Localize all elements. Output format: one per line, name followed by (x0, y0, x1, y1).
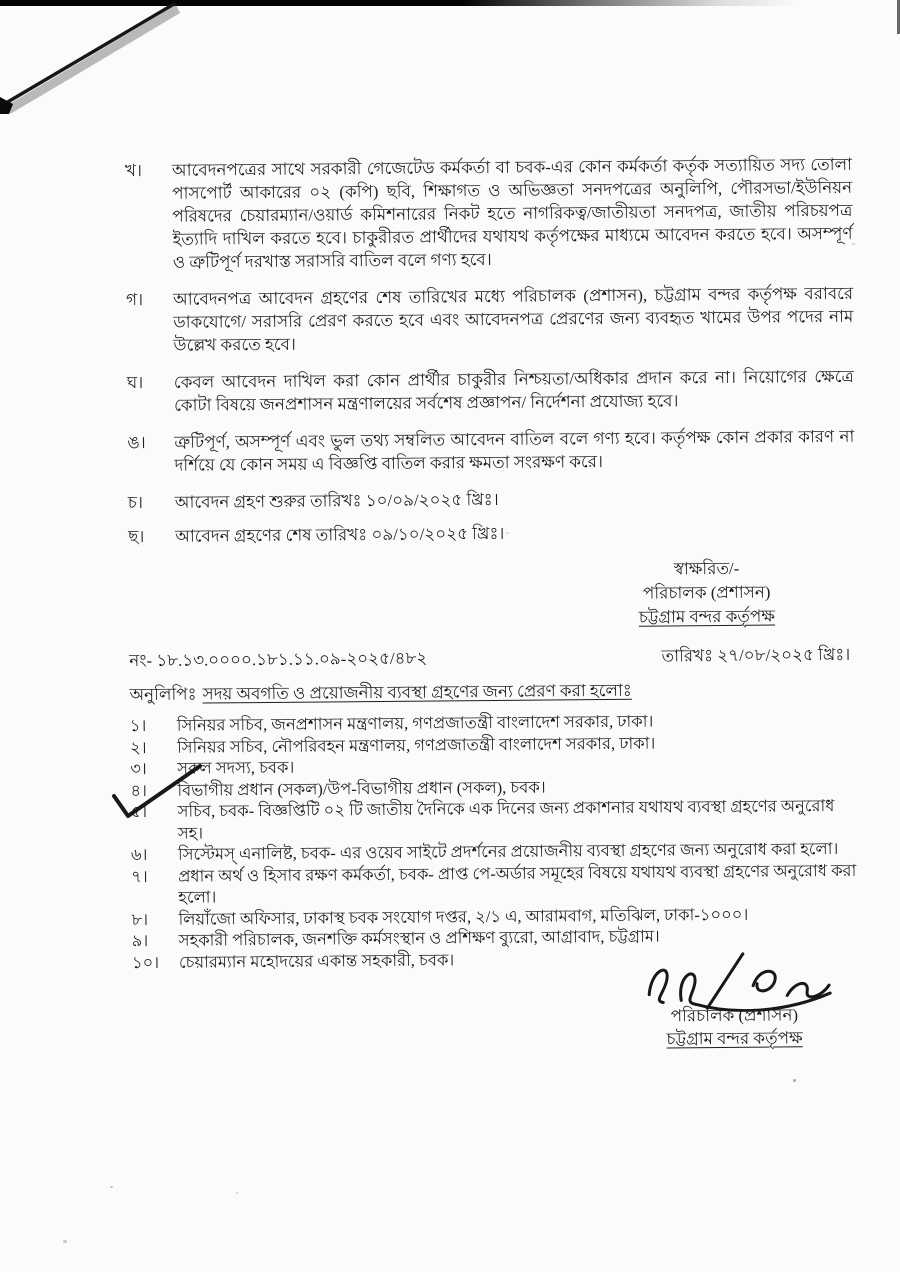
clause-kha (125, 153, 853, 274)
signature-block-top (601, 556, 812, 630)
list-item (131, 859, 858, 908)
signatory-organization: চট্টগ্রাম বন্দর কর্তৃপক্ষ (638, 606, 776, 627)
copy-heading-prefix: অনুলিপিঃ (129, 684, 197, 705)
list-item-text: সচিব, চবক- বিজ্ঞপ্তিটি ০২ টি জাতীয় দৈনিকে এক দিনের জন্য প্রকাশনার যথাযথ ব্যবস্থা গ্রহণের অনুরোধ সহ। (177, 796, 835, 843)
clause-cha-start-date (128, 485, 855, 514)
list-item-text: সকল সদস্য, চবক। (177, 757, 295, 778)
signatory-designation: পরিচালক (প্রশাসন) (670, 1005, 799, 1026)
clause-chha-end-date (128, 519, 855, 548)
clause-label: চ। (127, 493, 144, 513)
list-item-number: ৩। (130, 759, 147, 779)
copy-distribution-heading (129, 677, 856, 706)
clause-label: ঙ। (127, 433, 146, 453)
list-item-text: প্রধান অর্থ ও হিসাব রক্ষণ কর্মকর্তা, চবক- প্রাপ্ত পে-অর্ডার সমূহের বিষয়ে যথাযথ ব্যবস্থা গ্রহণের অনুরোধ করা হলো। (178, 860, 857, 907)
list-item-number: ৭। (131, 866, 148, 886)
memo-number: নং- ১৮.১৩.০০০০.১৮১.১১.০৯-২০২৫/৪৮২ (129, 648, 428, 671)
clause-ga (126, 282, 854, 357)
list-item-number: ৫। (130, 802, 148, 822)
clause-uma (127, 425, 854, 477)
copy-heading-text: সদয় অবগতি ও প্রয়োজনীয় ব্যবস্থা গ্রহণের জন্য প্রেরণ করা হলোঃ (202, 680, 632, 704)
signed-label: স্বাক্ষরিত/- (673, 558, 740, 579)
signatory-designation: পরিচালক (প্রশাসন) (642, 582, 771, 603)
reference-row (129, 643, 856, 672)
list-item-text: চেয়ারম্যান মহোদয়ের একান্ত সহকারী, চবক। (178, 949, 455, 972)
list-item-text: লিয়াঁজো অফিসার, ঢাকাস্থ চবক সংযোগ দপ্তর, ২/১ এ, আরামবাগ, মতিঝিল, ঢাকা-১০০০। (178, 904, 749, 929)
list-item-number: ১। (129, 716, 147, 736)
application-end-date: আবেদন গ্রহণের শেষ তারিখঃ ০৯/১০/২০২৫ খ্রিঃ। (175, 523, 505, 546)
list-item-text: সিস্টেমস্ এনালিষ্ট, চবক- এর ওয়েব সাইটে প্রদর্শনের প্রয়োজনীয় ব্যবস্থা গ্রহণের জন্য অনুরোধ করা হলো। (177, 838, 839, 864)
list-item-text: সিনিয়র সচিব, নৌপরিবহন মন্ত্রণালয়, গণপ্রজাতন্ত্রী বাংলাদেশ সরকার, ঢাকা। (176, 733, 656, 757)
clause-text: আবেদনপত্রের সাথে সরকারী গেজেটেড কর্মকর্তা বা চবক-এর কোন কর্মকর্তা কর্তৃক সত্যায়িত সদ্য তোলা পাসপোর্ট আকারের ০২ (কপি) ছবি, শিক্ষাগত ও অভিজ্ঞতা সনদপত্রের অনুলিপি, পৌরসভা/ইউনিয়ন পরিষদের চেয়ারম্যান/ওয়ার্ড কমিশনারের নিকট হতে নাগরিকত্ব/জাতীয়তা সনদপত্র, জাতীয় পরিচয়পত্র ইত্যাদি দাখিল করতে হবে। চাকুরীরত প্রার্থীদের যথাযথ কর্তৃপক্ষের মাধ্যমে আবেদন করতে হবে। অসম্পূর্ণ ও ত্রুটিপূর্ণ দরখাস্ত সরাসরি বাতিল বলে গণ্য হবে। (171, 154, 853, 272)
application-start-date: আবেদন গ্রহণ শুরুর তারিখঃ ১০/০৯/২০২৫ খ্রিঃ। (174, 489, 499, 512)
list-item-number: ১০। (131, 952, 160, 972)
dust-speck (63, 1240, 67, 1243)
list-item (130, 795, 857, 844)
clause-gha (127, 365, 854, 417)
clause-text: ত্রুটিপূর্ণ, অসম্পূর্ণ এবং ভুল তথ্য সম্বলিত আবেদন বাতিল বলে গণ্য হবে। কর্তৃপক্ষ কোন প্রকার কারণ না দর্শিয়ে যে কোন সময় এ বিজ্ঞপ্তি বাতিল করার ক্ষমতা সংরক্ষণ করে। (174, 426, 855, 475)
distribution-list (130, 709, 859, 973)
scan-fold-line-artifact (0, 0, 220, 140)
clause-text: কেবল আবেদন দাখিল করা কোন প্রার্থীর চাকুরীর নিশ্চয়তা/অধিকার প্রদান করে না। নিয়োগের ক্ষেত্রে কোটা বিষয়ে জনপ্রশাসন মন্ত্রণালয়ের সর্বশেষ প্রজ্ঞাপন/ নির্দেশনা প্রযোজ্য হবে। (173, 366, 854, 415)
clause-label: গ। (126, 290, 144, 310)
list-item-number: ৮। (131, 909, 149, 929)
dust-speck (236, 1192, 238, 1194)
list-item-text: সিনিয়র সচিব, জনপ্রশাসন মন্ত্রণালয়, গণপ্রজাতন্ত্রী বাংলাদেশ সরকার, ঢাকা। (176, 711, 654, 735)
clause-label: ঘ। (126, 373, 144, 393)
clause-label: খ। (124, 161, 143, 181)
memo-date: তারিখঃ ২৭/০৮/২০২৫ খ্রিঃ। (661, 644, 851, 666)
list-item-text: বিভাগীয় প্রধান (সকল)/উপ-বিভাগীয় প্রধান (সকল), চবক। (177, 777, 546, 800)
list-item-number: ৪। (130, 780, 147, 800)
list-item-number: ৬। (130, 845, 148, 865)
document-content (125, 153, 860, 1055)
clause-text: আবেদনপত্র আবেদন গ্রহণের শেষ তারিখের মধ্যে পরিচালক (প্রশাসন), চট্টগ্রাম বন্দর কর্তৃপক্ষ বরাবরে ডাকযোগে/ সরাসরি প্রেরণ করতে হবে এবং আবেদনপত্র প্রেরণের জন্য ব্যবহৃত খামের উপর পদের নাম উল্লেখ করতে হবে। (173, 283, 854, 355)
list-item-number: ৯। (131, 931, 149, 951)
list-item-number: ২। (129, 737, 147, 757)
list-item-text: সহকারী পরিচালক, জনশক্তি কর্মসংস্থান ও প্রশিক্ষণ ব্যুরো, আগ্রাবাদ, চট্টগ্রাম। (178, 926, 660, 950)
dust-speck (793, 1079, 796, 1082)
handwritten-checkmark (106, 760, 206, 824)
clause-label: ছ। (128, 527, 145, 547)
dust-speck (110, 1186, 113, 1188)
signature-block-bottom (629, 949, 840, 1051)
signatory-organization: চট্টগ্রাম বন্দর কর্তৃপক্ষ (666, 1028, 803, 1049)
